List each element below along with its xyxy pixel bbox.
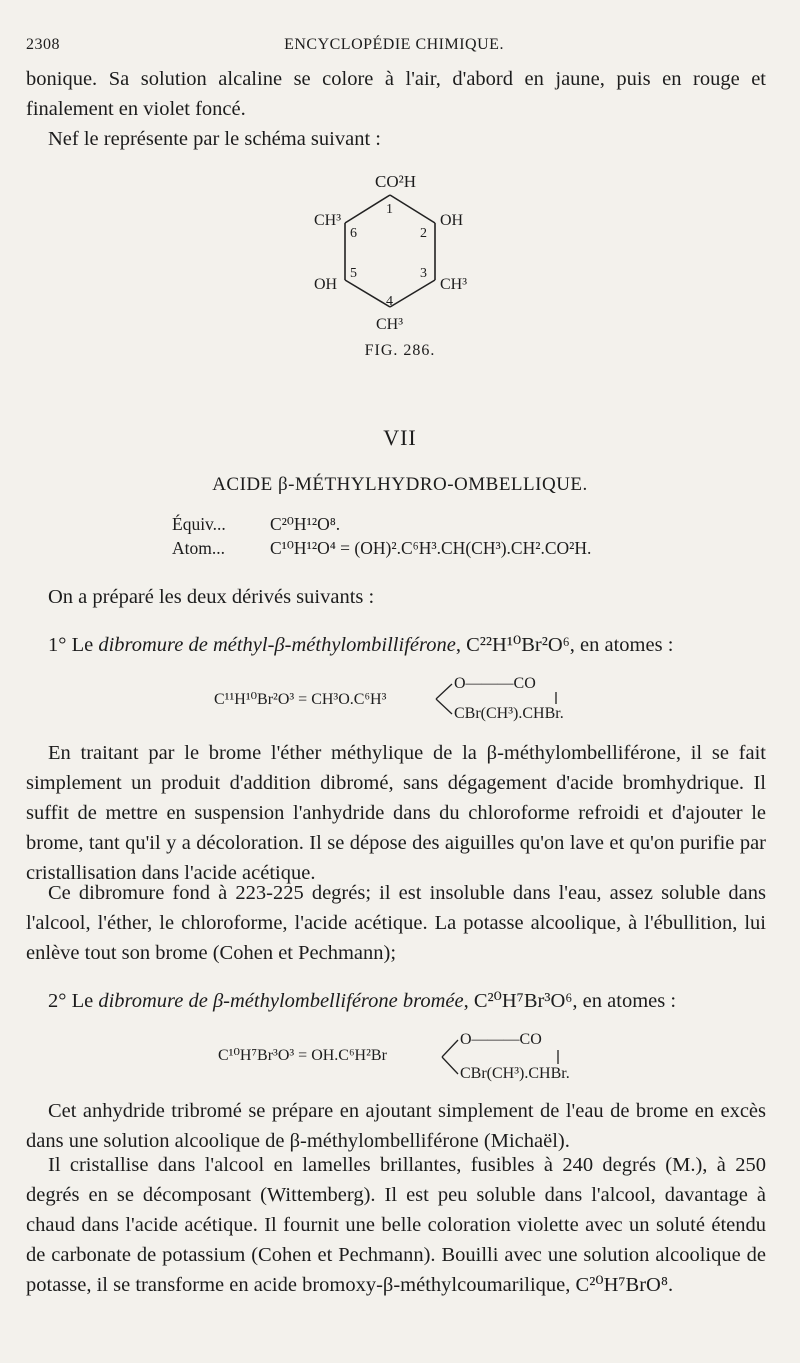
fig-top-group: CO²H — [375, 172, 416, 191]
fig-right-top: OH — [440, 212, 464, 229]
paragraph-intro: bonique. Sa solution alcaline se colore à l'air, d'abord en jaune, puis en rouge et finalement en violet foncé. — [26, 68, 766, 120]
equation-2-bottom: CBr(CH³).CHBr. — [460, 1065, 570, 1082]
item-2-heading — [26, 986, 766, 1016]
equation-1-lhs: C¹¹H¹⁰Br²O³ = CH³O.C⁶H³ — [214, 691, 387, 708]
fig-left-bottom: OH — [314, 276, 338, 293]
benzene-ring-diagram — [280, 165, 520, 340]
item-1-formula: , C²²H¹⁰Br²O⁶, en atomes : — [455, 634, 674, 656]
equation-2-diagram — [218, 1030, 618, 1085]
equation-1-diagram — [214, 672, 614, 722]
structural-formula-figure — [280, 165, 520, 345]
figure-caption: FIG. 286. — [364, 342, 436, 359]
fig-bottom: CH³ — [376, 316, 404, 333]
running-header — [26, 32, 762, 58]
fig-left-top: CH³ — [314, 212, 342, 229]
fig-pos-5: 5 — [350, 266, 357, 281]
section-title: ACIDE β-MÉTHYLHYDRO-OMBELLIQUE. — [212, 474, 588, 495]
running-title: ENCYCLOPÉDIE CHIMIQUE. — [284, 36, 504, 53]
equation-2 — [218, 1030, 618, 1085]
paragraph-dibromide-properties: Ce dibromure fond à 223-225 degrés; il est insoluble dans l'eau, assez soluble dans l'alcool, l'éther, le chloroforme, l'acide acétique. La potasse alcoolique, à l'ébullition, lui enlève tout son brome (Cohen et Pechmann); — [26, 882, 766, 964]
item-2-name: dibromure de β-méthylombelliférone bromée — [98, 990, 464, 1012]
fig-right-bottom: CH³ — [440, 276, 468, 293]
page-number: 2308 — [26, 36, 60, 53]
formula-block — [172, 512, 591, 560]
atom-label: Atom... — [172, 538, 225, 558]
equiv-value: C²⁰H¹²O⁸. — [270, 514, 341, 534]
fig-pos-1: 1 — [386, 202, 393, 217]
section-number: VII — [383, 425, 417, 450]
item-2-number: 2° — [48, 990, 67, 1012]
item-1-number: 1° — [48, 634, 67, 656]
item-2-pre: Le — [71, 990, 94, 1012]
fig-pos-4: 4 — [386, 294, 393, 309]
item-1-heading — [26, 630, 766, 660]
item-2-formula: , C²⁰H⁷Br³O⁶, en atomes : — [463, 990, 677, 1012]
paragraph-derivatives: On a préparé les deux dérivés suivants : — [48, 586, 375, 608]
paragraph-bromination: En traitant par le brome l'éther méthylique de la β-méthylombelliférone, il se fait simplement un produit d'addition dibromé, sans dégagement d'acide bromhydrique. Il suffit de mettre en suspension l'anhydride dans du chloroforme refroidi et d'ajouter le brome, tant qu'il y a décoloration. Il se dépose des aiguilles qu'on lave et qu'on purifie par cristallisation dans l'acide acétique. — [26, 742, 766, 884]
fig-pos-2: 2 — [420, 226, 427, 241]
paragraph-crystallisation: Il cristallise dans l'alcool en lamelles brillantes, fusibles à 240 degrés (M.), à 250 degrés en se décomposant (Wittemberg). Il est peu soluble dans l'alcool, davantage à chaud dans l'acide acétique. Il fournit une belle coloration violette avec un soluté étendu de carbonate de potassium (Cohen et Pechmann). Bouilli avec une solution alcoolique de potasse, il se transforme en acide bromoxy-β-méthylcoumarilique, C²⁰H⁷BrO⁸. — [26, 1154, 766, 1296]
atom-value: C¹⁰H¹²O⁴ = (OH)².C⁶H³.CH(CH³).CH².CO²H. — [270, 538, 592, 558]
equation-2-lhs: C¹⁰H⁷Br³O³ = OH.C⁶H²Br — [218, 1047, 387, 1064]
paragraph-tribromide-prep: Cet anhydride tribromé se prépare en ajoutant simplement de l'eau de brome en excès dans une solution alcoolique de β-méthylombelliférone (Michaël). — [26, 1100, 766, 1152]
fig-pos-3: 3 — [420, 266, 427, 281]
item-1-pre: Le — [71, 634, 94, 656]
equation-2-top: O———CO — [460, 1031, 542, 1048]
fig-pos-6: 6 — [350, 226, 357, 241]
equation-1-bottom: CBr(CH³).CHBr. — [454, 705, 564, 722]
equiv-label: Équiv... — [172, 514, 226, 534]
equation-1-top: O———CO — [454, 675, 536, 692]
equation-1 — [214, 672, 614, 722]
item-1-name: dibromure de méthyl-β-méthylombilliférone — [98, 634, 456, 656]
paragraph-nef: Nef le représente par le schéma suivant : — [48, 128, 381, 150]
